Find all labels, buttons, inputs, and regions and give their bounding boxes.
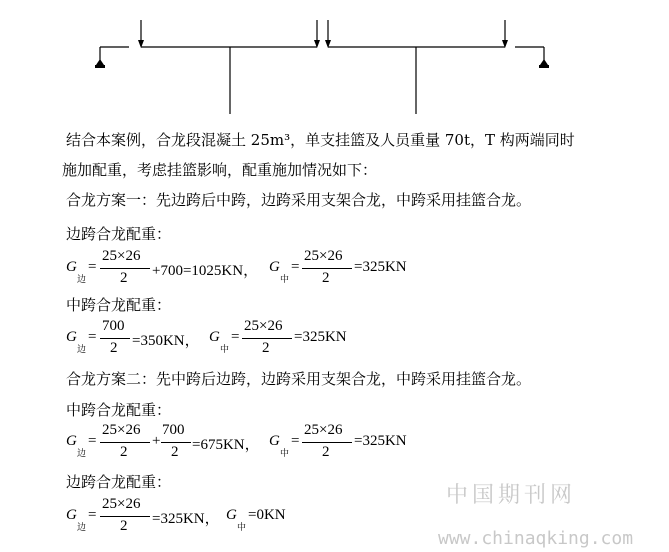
fraction-numerator: 25×26 bbox=[244, 318, 283, 334]
g-subscript: 中 bbox=[280, 448, 290, 458]
watermark-url: www.chinaqking.com bbox=[438, 528, 634, 549]
fraction-bar bbox=[242, 338, 292, 339]
fraction-denominator: 2 bbox=[120, 518, 128, 534]
bridge-diagram bbox=[0, 0, 669, 120]
equation-3 bbox=[66, 422, 426, 468]
plan2-mid-heading: 中跨合龙配重： bbox=[66, 401, 172, 419]
g-symbol: G bbox=[226, 507, 237, 523]
equation-tail: =350KN， bbox=[132, 333, 200, 349]
equals-sign: = bbox=[88, 507, 97, 523]
equation-tail: =0KN bbox=[248, 507, 286, 523]
g-subscript: 边 bbox=[77, 274, 87, 284]
g-subscript: 边 bbox=[77, 344, 87, 354]
watermark-cn: 中国期刊网 bbox=[446, 483, 577, 508]
equals-sign: = bbox=[231, 329, 240, 345]
fraction-denominator: 2 bbox=[120, 444, 128, 460]
fraction-denominator: 2 bbox=[120, 270, 128, 286]
equation-tail: =675KN， bbox=[192, 437, 260, 453]
equation-2 bbox=[66, 318, 366, 364]
fraction-bar bbox=[161, 442, 191, 443]
fraction-numerator: 25×26 bbox=[102, 422, 141, 438]
equation-tail: =325KN bbox=[354, 259, 407, 275]
equation-tail: =325KN bbox=[354, 433, 407, 449]
g-symbol: G bbox=[66, 507, 77, 523]
fraction-bar bbox=[100, 516, 150, 517]
plus-sign: + bbox=[152, 433, 161, 449]
right-support-base-icon bbox=[539, 65, 549, 68]
intro-line-1: 结合本案例，合龙段混凝土 25m³，单支挂篮及人员重量 70t，T 构两端同时 bbox=[66, 131, 575, 149]
equals-sign: = bbox=[88, 433, 97, 449]
intro-line-2: 施加配重，考虑挂篮影响，配重施加情况如下： bbox=[62, 161, 378, 179]
equation-tail: =325KN bbox=[294, 329, 347, 345]
g-symbol: G bbox=[66, 259, 77, 275]
g-symbol: G bbox=[66, 329, 77, 345]
g-symbol: G bbox=[269, 433, 280, 449]
equation-1 bbox=[66, 248, 426, 294]
fraction-numerator: 25×26 bbox=[304, 422, 343, 438]
equals-sign: = bbox=[291, 259, 300, 275]
equation-tail: =325KN， bbox=[152, 511, 220, 527]
equation-4 bbox=[66, 496, 326, 542]
g-subscript: 中 bbox=[220, 344, 230, 354]
fraction-denominator: 2 bbox=[322, 270, 330, 286]
fraction-denominator: 2 bbox=[110, 340, 118, 356]
fraction-bar bbox=[100, 442, 150, 443]
fraction-numerator: 25×26 bbox=[102, 496, 141, 512]
plan1-side-heading: 边跨合龙配重： bbox=[66, 225, 172, 243]
plan1-mid-heading: 中跨合龙配重： bbox=[66, 296, 172, 314]
fraction-denominator: 2 bbox=[322, 444, 330, 460]
fraction-numerator: 700 bbox=[162, 422, 185, 438]
g-symbol: G bbox=[209, 329, 220, 345]
fraction-numerator: 25×26 bbox=[102, 248, 141, 264]
fraction-numerator: 700 bbox=[102, 318, 125, 334]
g-symbol: G bbox=[66, 433, 77, 449]
equals-sign: = bbox=[291, 433, 300, 449]
fraction-numerator: 25×26 bbox=[304, 248, 343, 264]
equals-sign: = bbox=[88, 329, 97, 345]
plan1-text: 合龙方案一：先边跨后中跨，边跨采用支架合龙，中跨采用挂篮合龙。 bbox=[66, 191, 532, 209]
g-subscript: 中 bbox=[280, 274, 290, 284]
equation-tail: +700=1025KN， bbox=[152, 263, 259, 279]
plan2-side-heading: 边跨合龙配重： bbox=[66, 473, 172, 491]
right-support-icon bbox=[540, 59, 548, 65]
equals-sign: = bbox=[88, 259, 97, 275]
fraction-denominator: 2 bbox=[171, 444, 179, 460]
fraction-denominator: 2 bbox=[262, 340, 270, 356]
fraction-bar bbox=[302, 442, 352, 443]
left-support-icon bbox=[96, 59, 104, 65]
g-subscript: 边 bbox=[77, 448, 87, 458]
g-symbol: G bbox=[269, 259, 280, 275]
fraction-bar bbox=[100, 338, 130, 339]
plan2-text: 合龙方案二：先中跨后边跨，边跨采用支架合龙，中跨采用挂篮合龙。 bbox=[66, 370, 532, 388]
g-subscript: 中 bbox=[237, 522, 247, 532]
left-support-base-icon bbox=[95, 65, 105, 68]
fraction-bar bbox=[100, 268, 150, 269]
g-subscript: 边 bbox=[77, 522, 87, 532]
fraction-bar bbox=[302, 268, 352, 269]
